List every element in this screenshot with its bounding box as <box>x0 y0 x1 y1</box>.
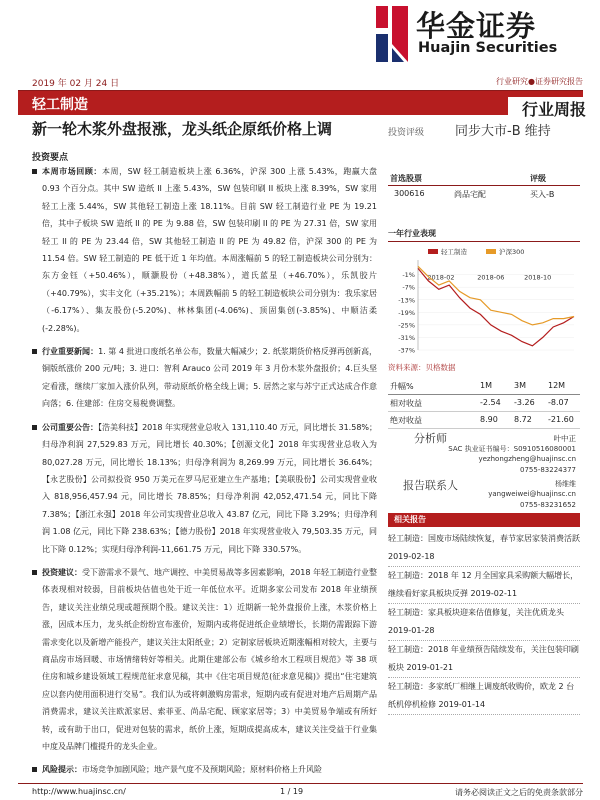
table-cell: 相对收益 <box>390 399 422 408</box>
y-tick-label: -19% <box>398 308 415 317</box>
related-title: 相关报告 <box>388 513 580 527</box>
stock-name: 尚品宅配 <box>454 190 486 199</box>
chart-title: 一年行业表现 <box>388 228 580 242</box>
y-tick-label: -25% <box>398 321 415 330</box>
report-date: 2019 年 02 月 24 日 <box>32 79 120 89</box>
footer-disclaimer: 请务必阅读正文之后的免责条款部分 <box>455 788 583 797</box>
report-tags: 行业研究●证券研究报告 <box>496 77 583 86</box>
table-cell: 8.72 <box>514 415 532 424</box>
rating-value: 同步大市-B 维持 <box>455 124 551 139</box>
para-text: 市场竞争加剧风险；地产景气度不及预期风险；原材料价格上升风险 <box>82 765 322 775</box>
para-head: 公司重要公告： <box>42 422 99 432</box>
analyst-email[interactable]: yezhongzheng@huajinsc.cn <box>478 455 576 463</box>
band-line <box>18 113 583 115</box>
table-row <box>388 395 580 412</box>
section-title: 投资要点 <box>32 153 69 163</box>
para-text: 1. 第 4 批进口废纸名单公布，数量大幅减少；2. 纸浆期货价格反弹再创新高，铜版纸涨价 200 元/吨；3. 进口：智利 Arauco 公司 2019 年 3 月份木浆外盘报价；4.巨头坚定看涨，继续厂家加入涨价队列，带动原纸价格全线上调；5. 居然之家与苏宁正式达成合作意向落；6. 住建部：住房交易税费调整。 <box>42 347 378 409</box>
related-report-link[interactable]: 轻工制造：2018 年 12 月全国家具采购额大幅增长，继续看好家具板块反弹 2019-02-11 <box>388 567 580 604</box>
para-text: 受下游需求不景气、地产调控、中美贸易战等多因素影响，2018 年轻工制造行业整体表现相对较弱，目前板块估值也处于近一年低位水平。近期多家公司发布 2018 年业绩预告，建议关注业绩兑现或超预期个股。建议关注：1）近期新一轮外盘报价上涨，木浆价格上涨，因成本压力，龙头纸企纷纷宣布涨价，短期内或将促进纸企业绩增长，长期仍需跟踪下游需求变化以及新增产能投产，建议关注太阳纸业；2）定制家居板块近期涨幅相对较大，主要与商品房市场回暖、市场情绪转好等相关。此期住建部公布《城乡给水工程项目规范》等 38 项住房和城乡建设领域工程规范征求意见稿，其中《住宅项目规范(征求意见稿)》提出“住宅建筑应以套内使用面积进行交易”。我们认为或将刺激购房需求，短期内或有促进对地产后周期产品消费需求，建议关注欧派家居、索菲亚、尚品宅配、顾家家居等；3）中美贸易争端或有所好转，或有助于出口，促进对包装的需求，纸价上涨，短期成提高成本，建议关注受益于行业集中度及品牌门槛提升的龙头企业。 <box>42 567 377 751</box>
legend-label: 轻工制造 <box>441 248 467 256</box>
legend-swatch <box>428 249 438 254</box>
table-header-row <box>388 378 580 395</box>
para-head: 投资建议： <box>42 567 83 577</box>
para-head: 本周市场回顾： <box>42 167 102 176</box>
x-tick-label: 2018-02 <box>427 273 455 282</box>
investment-points <box>32 163 377 779</box>
para-head: 风险提示： <box>42 765 82 775</box>
analyst-label: 分析师 <box>414 432 447 445</box>
chart-source: 资料来源：贝格数据 <box>388 363 456 372</box>
recommend-head-rating: 评级 <box>530 174 546 183</box>
para-market-review <box>32 163 377 337</box>
related-report-link[interactable]: 轻工制造：家具板块迎来估值修复，关注优质龙头 2019-01-28 <box>388 604 580 641</box>
contact-email[interactable]: yangweiwei@huajinsc.cn <box>488 490 576 498</box>
table-header: 12M <box>548 381 566 390</box>
brand-name-cn: 华金证券 <box>416 9 537 43</box>
analyst-cert: SAC 执业证书编号：S0910516080001 <box>448 445 576 453</box>
logo-mark-icon <box>374 4 410 64</box>
date-bar <box>18 75 583 91</box>
para-risk <box>32 761 377 778</box>
y-tick-label: -13% <box>398 296 415 305</box>
performance-chart <box>388 246 580 356</box>
table-header: 3M <box>514 381 526 390</box>
footer <box>18 783 583 800</box>
sector-band <box>18 91 583 113</box>
para-text: 【浩美科技】2018 年实现营业总收入 131,110.40 万元，同比增长 31.58%；归母净利润 27,529.83 万元，同比增长 40.30%；【创源文化】2018 年实现营业总收入为 80,027.28 万元，同比增长 18.13%；归母净利润为 8,269.99 万元，同比增长 36.64%；【永艺股份】公司拟投资 950 万美元在罗马尼亚建立生产基地；【美联股份】公司实现营业收入 818,956,457.94 元，同比增长 78.85%；归母净利润 42,052,471.54 元，同比下降 7.38%；【浙江永强】2018 年公司实现营业总收入 43.87 亿元，同比下降 3.29%；归母净利润 1.08 亿元，同比下降 238.63%；【德力股份】2018 年实现营业收入 79,503.35 万元，同比下降 0.12%；实现归母净利润-11,661.75 万元，同比下降 330.57%。 <box>42 422 378 554</box>
related-report-link[interactable]: 轻工制造：多家纸厂相继上调废纸收购价，欧龙 2 台纸机停机检修 2019-01-14 <box>388 678 580 715</box>
para-text: 本周，SW 轻工制造板块上涨 6.36%，沪深 300 上涨 5.43%，跑赢大盘 0.93 个百分点。其中 SW 造纸 II 上涨 5.43%，SW 包装印刷 II 板块上涨 8.39%，SW 家用轻工上涨 5.44%，SW 其他轻工制造上涨 18.11%。目前 SW 轻工制造行业 PE 为 19.21 倍，其中子板块 SW 造纸 II 的 PE 为 9.88 倍，SW 包装印刷 II 的 PE 为 27.31 倍，SW 家用轻工 II 的 PE 为 23.44 倍，SW 其他轻工制造 II 的 PE 为 49.82 倍，沪深 300 的 PE 为 11.54 倍。SW 轻工制造的 PE 低于近 1 年均值。本周涨幅前 5 的轻工制造板块公司分别为：东方金钰（+50.46%），顺灏股份（+48.38%），道氏蓝星（+46.70%），乐凯胶片（+40.79%），实丰文化（+35.21%）；本周跌幅前 5 的轻工制造板块公司分别为：我乐家居（-6.17%）、集友股份(-5.20%)、林林集团(-4.06%)、顶固集创(-3.85%)、中顺洁柔(-2.28%)。 <box>42 167 377 333</box>
y-tick-label: -31% <box>398 333 415 342</box>
contact-name: 杨维维 <box>555 480 576 488</box>
rating-label: 投资评级 <box>388 128 425 138</box>
brand-name-en: Huajin Securities <box>418 40 558 56</box>
contact-phone: 0755-83231652 <box>520 501 576 509</box>
related-report-link[interactable]: 轻工制造：国废市场陆续恢复，春节家居家装消费活跃 2019-02-18 <box>388 530 580 567</box>
para-investment-advice <box>32 564 377 755</box>
table-cell: -2.54 <box>480 398 501 407</box>
footer-url[interactable]: http://www.huajinsc.cn/ <box>32 787 126 796</box>
table-row <box>388 412 580 429</box>
returns-table <box>388 378 580 429</box>
report-type: 行业周报 <box>508 97 600 123</box>
sector-name: 轻工制造 <box>32 97 88 113</box>
table-cell: -3.26 <box>514 398 535 407</box>
analyst-name: 叶中正 <box>553 434 576 443</box>
report-title: 新一轮木浆外盘报涨，龙头纸企原纸价格上调 <box>32 120 333 138</box>
y-tick-label: -1% <box>402 271 415 280</box>
recommend-head-stock: 首选股票 <box>390 174 422 183</box>
table-header: 1M <box>480 381 492 390</box>
para-company-news <box>32 419 377 558</box>
x-tick-label: 2018-06 <box>477 273 505 282</box>
table-cell: 绝对收益 <box>390 416 422 425</box>
table-cell: -21.60 <box>548 415 574 424</box>
page-number: 1 / 19 <box>280 787 304 796</box>
para-industry-news <box>32 343 377 413</box>
contact-label: 报告联系人 <box>403 479 458 492</box>
related-list <box>388 530 580 715</box>
stock-code: 300616 <box>394 189 425 198</box>
analyst-phone: 0755-83224377 <box>520 466 576 474</box>
related-report-link[interactable]: 轻工制造：2018 年业绩预告陆续发布，关注包装印刷板块 2019-01-21 <box>388 641 580 678</box>
table-cell: -8.07 <box>548 398 569 407</box>
x-tick-label: 2018-10 <box>524 273 552 282</box>
y-tick-label: -7% <box>402 283 415 292</box>
legend-label: 沪深300 <box>499 248 525 256</box>
recommend-header <box>388 172 580 186</box>
y-tick-label: -37% <box>398 346 415 355</box>
stock-rating: 买入-B <box>530 190 555 199</box>
brand-logo <box>374 2 584 68</box>
table-header: 升幅% <box>390 382 414 391</box>
table-cell: 8.90 <box>480 415 498 424</box>
para-head: 行业重要新闻： <box>42 347 99 357</box>
legend-swatch <box>486 249 496 254</box>
